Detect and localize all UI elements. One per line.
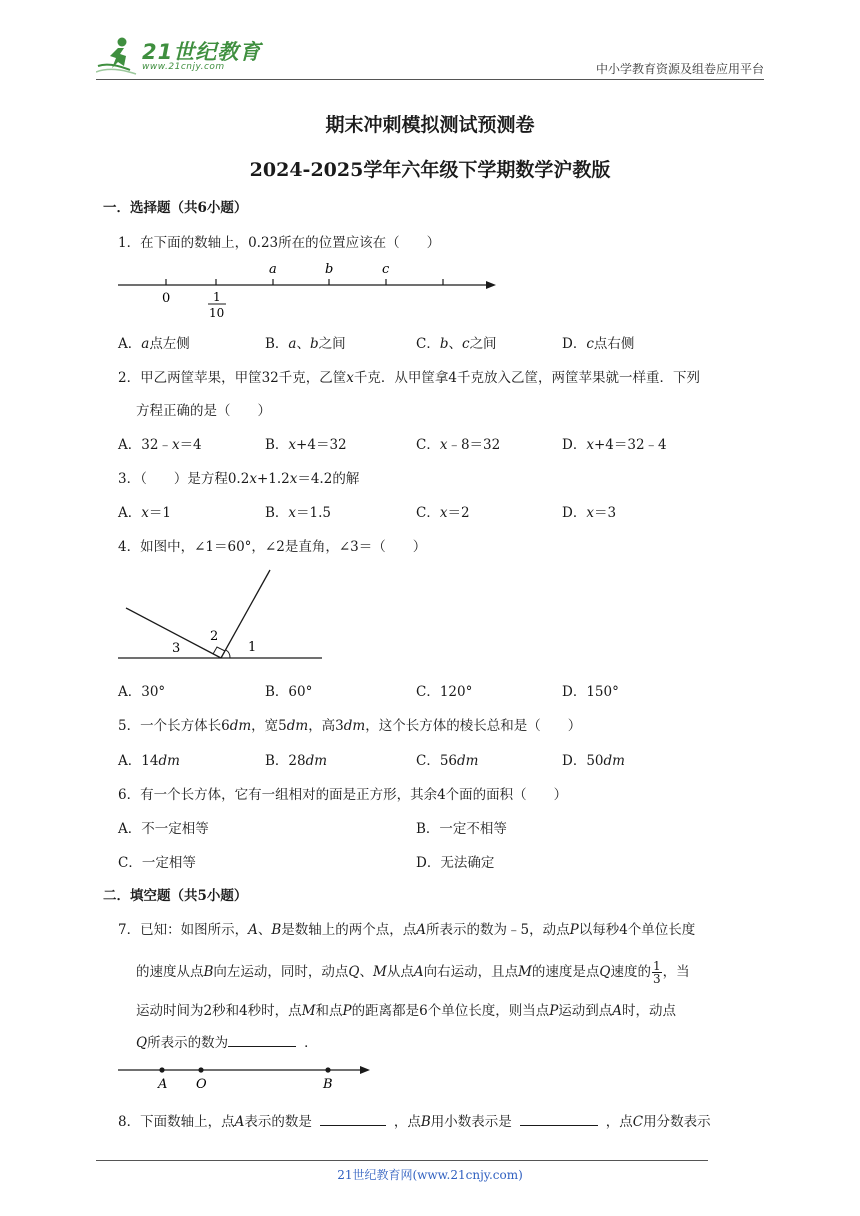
q4-option-b[interactable]: B．60°: [265, 684, 313, 700]
q1-axis-arrow: [486, 281, 496, 289]
q6-option-d[interactable]: D．无法确定: [416, 855, 495, 871]
q3-option-d[interactable]: D．x＝3: [562, 505, 617, 521]
q1-option-d[interactable]: D．c点右侧: [562, 336, 635, 352]
q4-option-d[interactable]: D．150°: [562, 684, 619, 700]
q3-option-a[interactable]: A．x＝1: [118, 505, 171, 521]
q3-option-c[interactable]: C．x＝2: [416, 505, 470, 521]
q8-blank-b[interactable]: [520, 1112, 598, 1126]
q1-label-b: b: [325, 262, 334, 277]
q7-answer-blank[interactable]: [228, 1033, 296, 1047]
logo: [96, 36, 266, 76]
q5-option-c[interactable]: C．56dm: [416, 753, 479, 769]
question-4-stem: 4．如图中，∠1＝60°，∠2是直角，∠3＝（ ）: [118, 539, 427, 555]
q4-option-a[interactable]: A．30°: [118, 684, 166, 700]
platform-name: 中小学教育资源及组卷应用平台: [595, 62, 764, 76]
q6-option-c[interactable]: C．一定相等: [118, 855, 196, 871]
q1-label-frac-den: 10: [209, 306, 225, 320]
q6-option-b[interactable]: B．一定不相等: [416, 821, 507, 837]
section-heading-choice: 一．选择题（共6小题）: [103, 200, 248, 216]
q2-option-a[interactable]: A．32﹣x＝4: [118, 437, 202, 453]
q3-option-b[interactable]: B．x＝1.5: [265, 505, 332, 521]
question-5-stem: 5．一个长方体长6dm，宽5dm，高3dm，这个长方体的棱长总和是（ ）: [118, 718, 582, 734]
page-header: [96, 34, 764, 80]
logo-text: 21世纪教育: [142, 40, 262, 64]
q1-label-zero: 0: [162, 291, 171, 306]
q6-option-a[interactable]: A．不一定相等: [118, 821, 209, 837]
q1-number-line: [118, 258, 498, 320]
question-8-line1: 8．下面数轴上，点A表示的数是 ，点B用小数表示是 ，点C用分数表示: [118, 1114, 711, 1130]
q2-option-b[interactable]: B．x+4＝32: [265, 437, 347, 453]
q2-option-d[interactable]: D．x+4＝32﹣4: [562, 437, 667, 453]
q7-point-o: [198, 1067, 203, 1072]
q7-axis-arrow: [360, 1066, 370, 1074]
q4-ray-1: [221, 570, 270, 658]
q5-option-d[interactable]: D．50dm: [562, 753, 625, 769]
q1-option-a[interactable]: A．a点左侧: [118, 336, 190, 352]
question-7-line2: 的速度从点B向左运动，同时，动点Q、M从点A向右运动，且点M的速度是点Q速度的 $\frac{1}{3}$ ，当: [136, 959, 690, 986]
q7-label-o: O: [196, 1077, 207, 1092]
q2-option-c[interactable]: C．x﹣8＝32: [416, 437, 501, 453]
q1-option-c[interactable]: C．b、c之间: [416, 336, 497, 352]
q7-number-line: [118, 1062, 374, 1092]
page-subtitle: 2024-2025学年六年级下学期数学沪教版: [249, 159, 611, 181]
q7-point-b: [325, 1067, 330, 1072]
section-heading-fill: 二．填空题（共5小题）: [103, 888, 248, 904]
q4-label-3: 3: [172, 641, 181, 656]
logo-url: www.21cnjy.com: [142, 62, 225, 72]
q7-label-a: A: [158, 1077, 168, 1092]
q4-angle-figure: [118, 568, 328, 662]
q7-label-b: B: [323, 1077, 333, 1092]
q7-point-a: [159, 1067, 164, 1072]
question-7-line1: 7．已知：如图所示，A、B是数轴上的两个点，点A所表示的数为﹣5，动点P以每秒4个单位长度: [118, 922, 696, 938]
q4-option-c[interactable]: C．120°: [416, 684, 473, 700]
footer-link[interactable]: 21世纪教育网(www.21cnjy.com): [337, 1168, 523, 1182]
q4-angle-arc: [226, 650, 230, 658]
q1-option-b[interactable]: B．a、b之间: [265, 336, 346, 352]
footer-divider: [96, 1160, 708, 1161]
question-7-line3: 运动时间为2秒和4秒时，点M和点P的距离都是6个单位长度，则当点P运动到点A时，动点: [136, 1003, 677, 1019]
runner-logo-icon: [96, 36, 140, 76]
q5-option-a[interactable]: A．14dm: [118, 753, 180, 769]
question-2-stem-line2: 方程正确的是（ ）: [136, 403, 271, 419]
q1-label-frac-num: 1: [213, 290, 221, 304]
q5-option-b[interactable]: B．28dm: [265, 753, 328, 769]
question-3-stem: 3．（ ）是方程0.2x+1.2x＝4.2的解: [118, 471, 360, 487]
question-6-stem: 6．有一个长方体，它有一组相对的面是正方形，其余4个面的面积（ ）: [118, 787, 568, 803]
q1-label-c: c: [382, 262, 390, 277]
q7-fraction: $\frac{1}{3}$: [652, 959, 661, 986]
q1-label-a: a: [269, 262, 277, 277]
q4-label-1: 1: [248, 640, 257, 655]
question-1-stem: 1．在下面的数轴上，0.23所在的位置应该在（ ）: [118, 235, 441, 251]
question-7-line4: Q所表示的数为 ．: [136, 1035, 318, 1051]
page-title: 期末冲刺模拟测试预测卷: [325, 114, 535, 136]
q4-label-2: 2: [210, 629, 219, 644]
question-2-stem-line1: 2．甲乙两筐苹果，甲筐32千克，乙筐x千克．从甲筐拿4千克放入乙筐，两筐苹果就一样重．下列: [118, 370, 700, 386]
q8-blank-a[interactable]: [320, 1112, 386, 1126]
